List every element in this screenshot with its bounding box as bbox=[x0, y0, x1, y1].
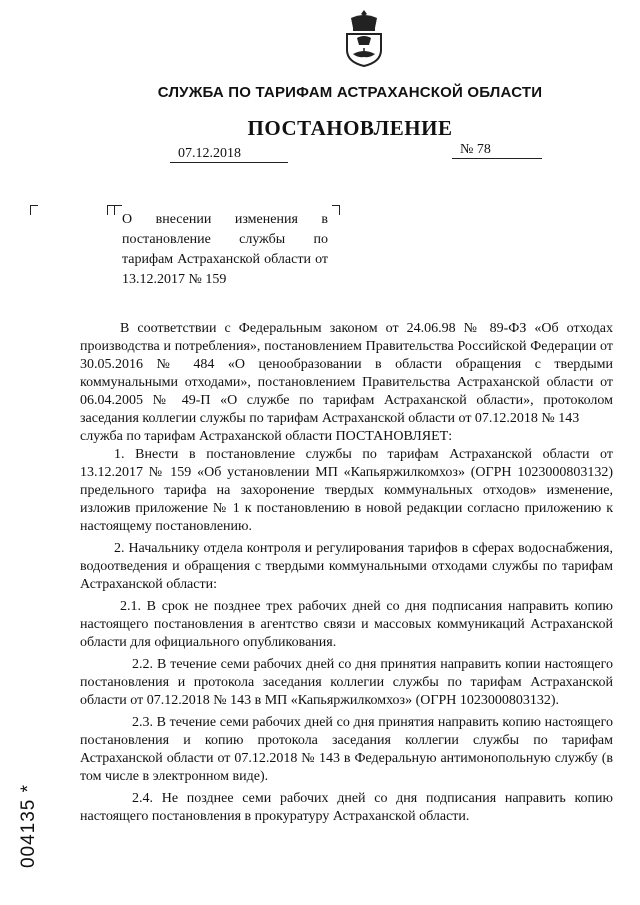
bracket-corner bbox=[332, 205, 340, 215]
coat-of-arms-icon bbox=[341, 8, 387, 68]
item-1: 1. Внести в постановление службы по тарифам Астраханской области от 13.12.2017 № 159 «Об установлении МП «Капьяржилкомхоз» (ОГРН 1023000803132) предельного тарифа на захоронение твердых коммунальных отходов» изменение, изложив приложение № 1 к постановлению в новой редакции согласно приложению к настоящему постановлению. bbox=[80, 447, 613, 534]
item-2: 2. Начальнику отдела контроля и регулирования тарифов в сферах водоснабжения, водоотведения и обращения с твердыми коммунальными отходами службы по тарифам Астраханской области: bbox=[80, 541, 613, 592]
agency-name: СЛУЖБА ПО ТАРИФАМ АСТРАХАНСКОЙ ОБЛАСТИ bbox=[157, 84, 543, 101]
item-2-3: 2.3. В течение семи рабочих дней со дня принятия направить копию настоящего постановления и копию протокола заседания коллегии службы по тарифам Астраханской области от 07.12.2018 № 143 в Федеральную антимонопольную службу (в том числе в электронном виде). bbox=[80, 715, 613, 784]
item-2-1: 2.1. В срок не позднее трех рабочих дней со дня подписания направить копию настоящего постановления в агентство связи и массовых коммуникаций Астраханской области для официального опубликования. bbox=[80, 599, 613, 650]
preamble: В соответствии с Федеральным законом от 24.06.98 № 89-ФЗ «Об отходах производства и потребления», постановлением Правительства Российской Федерации от 30.05.2016 № 484 «О ценообразовании в области обращения с твердыми коммунальными отходами», постановлением Правительства Астраханской области от 06.04.2005 № 49-П «О службе по тарифам Астраханской области», протоколом заседания коллегии службы по тарифам Астраханской области от 07.12.2018 № 143 bbox=[80, 321, 613, 426]
item-2-4: 2.4. Не позднее семи рабочих дней со дня подписания направить копию настоящего постановления в прокуратуру Астраханской области. bbox=[80, 791, 613, 824]
margin-code-text: 004135 * bbox=[18, 783, 39, 869]
document-subject: О внесении изменения в постановление службы по тарифам Астраханской области от 13.12.2017 № 159 bbox=[122, 212, 328, 287]
bracket-corner bbox=[114, 205, 122, 215]
document-number: № 78 bbox=[452, 142, 542, 159]
document-type: ПОСТАНОВЛЕНИЕ bbox=[247, 116, 453, 140]
document-body bbox=[80, 320, 613, 826]
item-2-2: 2.2. В течение семи рабочих дней со дня принятия направить копии настоящего постановления и протокола заседания коллегии службы по тарифам Астраханской области от 07.12.2018 № 143 в МП «Капьяржилкомхоз» (ОГРН 1023000803132). bbox=[80, 657, 613, 708]
decree-line: служба по тарифам Астраханской области ПОСТАНОВЛЯЕТ: bbox=[80, 429, 453, 444]
margin-code bbox=[18, 770, 42, 882]
document-date: 07.12.2018 bbox=[170, 146, 288, 163]
bracket-corner bbox=[30, 205, 38, 215]
